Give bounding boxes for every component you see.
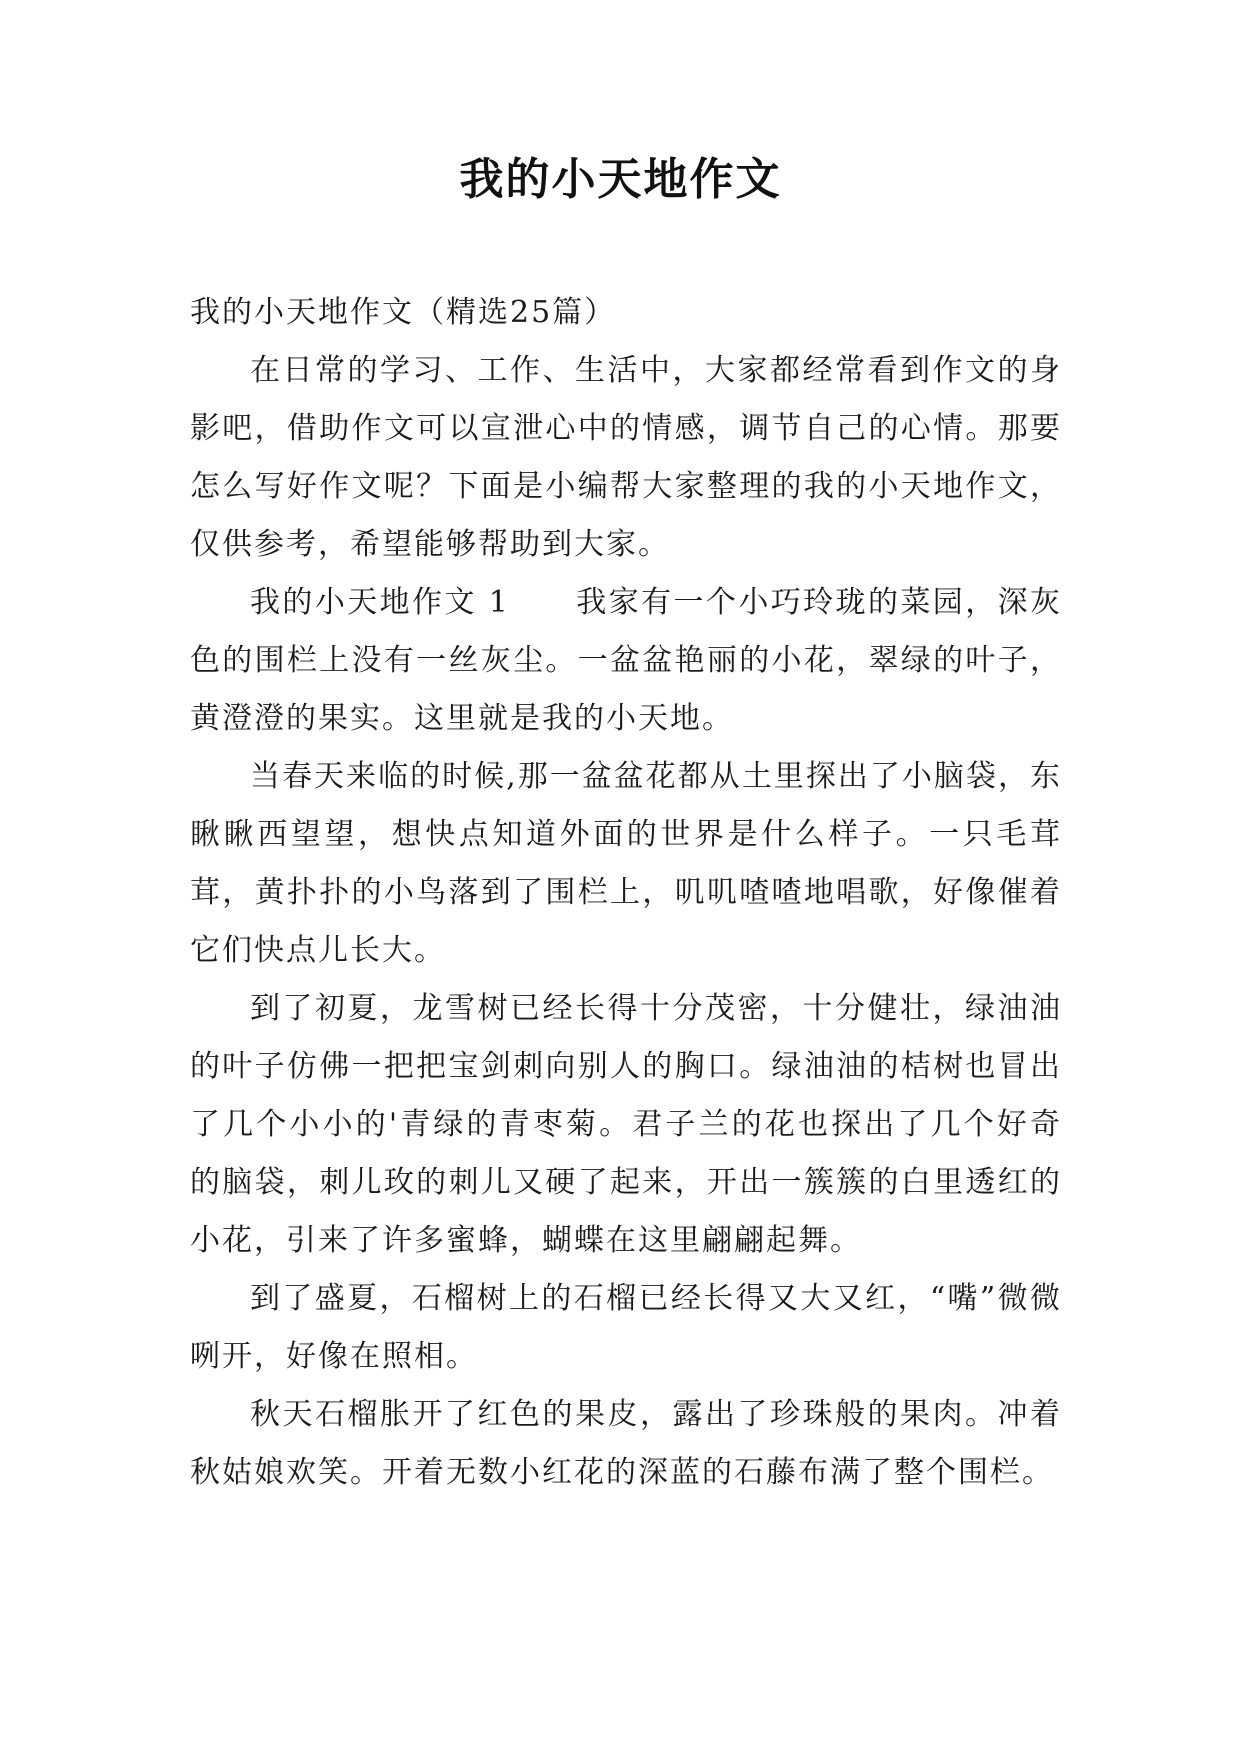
paragraph-midsummer: 到了盛夏，石榴树上的石榴已经长得又大又红，“嘴”微微咧开，好像在照相。 (190, 1281, 1062, 1374)
document-subtitle: 我的小天地作文（精选25篇） (190, 295, 617, 330)
paragraph-spring: 当春天来临的时候,那一盆盆花都从土里探出了小脑袋，东瞅瞅西望望，想快点知道外面的世界是什么样子。一只毛茸茸，黄扑扑的小鸟落到了围栏上，叽叽喳喳地唱歌，好像催着它们快点儿长大。 (190, 759, 1062, 968)
article-heading: 我的小天地作文 1 (250, 585, 510, 620)
article-first-text: 我家有一个小巧玲珑的菜园，深灰色的围栏上没有一丝灰尘。一盆盆艳丽的小花，翠绿的叶子，黄澄澄的果实。这里就是我的小天地。 (190, 585, 1063, 736)
article-first-paragraph (190, 574, 1062, 748)
intro-paragraph: 在日常的学习、工作、生活中，大家都经常看到作文的身影吧，借助作文可以宣泄心中的情感，调节自己的心情。那要怎么写好作文呢？下面是小编帮大家整理的我的小天地作文，仅供参考，希望能够帮助到大家。 (190, 353, 1062, 562)
document-title: 我的小天地作文 (459, 154, 782, 205)
document-body (190, 284, 1062, 1502)
paragraph-autumn: 秋天石榴胀开了红色的果皮，露出了珍珠般的果肉。冲着秋姑娘欢笑。开着无数小红花的深蓝的石藤布满了整个围栏。 (190, 1397, 1062, 1490)
paragraph-early-summer: 到了初夏，龙雪树已经长得十分茂密，十分健壮，绿油油的叶子仿佛一把把宝剑刺向别人的胸口。绿油油的桔树也冒出了几个小小的'青绿的青枣菊。君子兰的花也探出了几个好奇的脑袋，刺儿玫的刺儿又硬了起来，开出一簇簇的白里透红的小花，引来了许多蜜蜂，蝴蝶在这里翩翩起舞。 (190, 991, 1062, 1258)
